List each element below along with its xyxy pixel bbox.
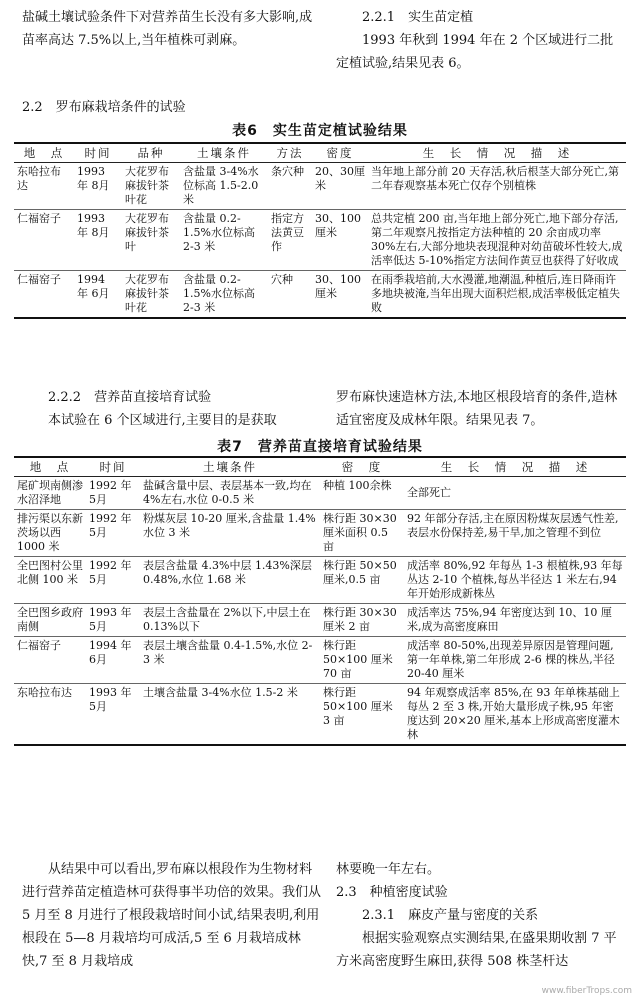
table-cell: 1993 年 8月	[74, 163, 122, 210]
mid-right-column	[336, 386, 626, 432]
table-row	[14, 604, 626, 637]
table-row	[14, 271, 626, 319]
table-row	[14, 163, 626, 210]
table-cell: 尾矿坝南侧渗水沼泽地	[14, 477, 86, 510]
table-cell: 株行距 50×100 厘米 3 亩	[323, 686, 393, 727]
column-header: 土壤条件	[140, 457, 320, 477]
paragraph-text: 本试验在 6 个区域进行,主要目的是获取	[48, 413, 277, 428]
column-header: 土壤条件	[180, 143, 268, 163]
paragraph-text: 罗布麻快速造林方法,本地区根段培育的条件,造林适宜密度及成林年限。结果见表 7。	[336, 390, 618, 428]
top-left-paragraph	[22, 6, 318, 52]
watermark-text: www.fiberTrops.com	[541, 986, 632, 996]
table-row	[14, 557, 626, 604]
table6-header-row	[14, 143, 626, 163]
table-cell: 1994 年 6月	[77, 273, 110, 300]
table-cell: 成活率 80-50%,出现差异原因是管理问题,第一年单株,第二年形成 2-6 棵的株丛,半径 20-40 厘米	[404, 637, 626, 684]
table-cell: 94 年观察成活率 85%,在 93 年单株基础上每丛 2 至 3 株,开始大量形成子株,95 年密度达到 20×20 厘米,基本上形成高密度灌木林	[407, 686, 620, 741]
table-row	[14, 477, 626, 510]
table-cell: 粉煤灰层 10-20 厘米,含盐量 1.4%水位 3 米	[140, 510, 320, 557]
table-cell: 东哈拉布达	[17, 686, 72, 699]
table-cell: 全部死亡	[404, 477, 626, 510]
table-cell: 1992 年 5月	[86, 477, 140, 510]
table-cell: 仁福窑子	[14, 637, 86, 684]
table-6	[14, 142, 626, 319]
table-cell: 含盐量 0.2-1.5%水位标高 2-3 米	[183, 273, 255, 314]
table-cell: 株行距 30×30 厘米 2 亩	[320, 604, 404, 637]
table-cell: 东哈拉布达	[14, 163, 74, 210]
table-cell: 株行距 50×50 厘米,0.5 亩	[320, 557, 404, 604]
column-header: 生 长 情 况 描 述	[368, 143, 626, 163]
table-cell: 1993 年 5月	[89, 686, 132, 713]
paragraph-text: 林要晚一年左右。	[336, 862, 441, 877]
section-heading-2-3: 2.3 种植密度试验	[336, 885, 448, 900]
bottom-left-column	[22, 858, 322, 973]
column-header: 时间	[86, 457, 140, 477]
column-header: 品种	[122, 143, 180, 163]
table-row	[14, 510, 626, 557]
table-cell: 1993 年 8月	[74, 210, 122, 271]
table-cell: 1992 年 5月	[86, 557, 140, 604]
table-cell: 条穴种	[268, 163, 312, 210]
table-cell: 大花罗布麻拔针茶叶花	[125, 273, 169, 314]
paragraph-text: 1993 年秋到 1994 年在 2 个区域进行二批定植试验,结果见表 6。	[336, 33, 614, 71]
table-cell: 全巴图村公里北侧 100 米	[14, 557, 86, 604]
table-cell: 表层土壤含盐量 0.4-1.5%,水位 2-3 米	[140, 637, 320, 684]
table-row	[14, 637, 626, 684]
table-cell: 土壤含盐量 3-4%水位 1.5-2 米	[143, 686, 298, 699]
section-heading-2-3-1: 2.3.1 麻皮产量与密度的关系	[362, 908, 539, 923]
table-cell: 指定方法黄豆作	[268, 210, 312, 271]
table-cell: 全巴图乡政府南侧	[14, 604, 86, 637]
table-cell: 排污渠以东新茨场以西 1000 米	[14, 510, 86, 557]
table-cell: 种植 100余株	[320, 477, 404, 510]
paragraph-text: 从结果中可以看出,罗布麻以根段作为生物材料进行营养苗定植造林可获得事半功倍的效果。我们从 5 月至 8 月进行了根段栽培时间小试,结果表明,利用根段在 5—8 月栽培均可成活,5 至 6 月栽培成林快,7 至 8 月栽培成	[22, 862, 322, 969]
table-cell: 总共定植 200 亩,当年地上部分死亡,地下部分存活,第二年观察凡按指定方法种植的 20 余亩成功率 30%左右,大部分地块表现混种对幼苗破坏性较大,成活率低达 5-10%指定方法间作黄豆也获得了好收成	[368, 210, 626, 271]
column-header: 生 长 情 况 描 述	[404, 457, 626, 477]
table-cell: 表层土含盐量在 2%以下,中层土在 0.13%以下	[140, 604, 320, 637]
table-cell: 30、100厘米	[315, 273, 361, 300]
table-cell: 株行距 50×100 厘米 70 亩	[320, 637, 404, 684]
table-cell: 大花罗布麻拔针茶叶	[122, 210, 180, 271]
table7-header-row	[14, 457, 626, 477]
table-cell: 仁福窑子	[14, 210, 74, 271]
mid-left-column	[22, 386, 322, 432]
section-heading-2-2: 2.2 罗布麻栽培条件的试验	[22, 100, 186, 115]
table-cell: 20、30厘米	[312, 163, 368, 210]
table-cell: 含盐量 3-4%水位标高 1.5-2.0 米	[180, 163, 268, 210]
paragraph-text: 根据实验观察点实测结果,在盛果期收割 7 平方米高密度野生麻田,获得 508 株茎杆达	[336, 931, 617, 969]
table-cell: 92 年部分存活,主在原因粉煤灰层透气性差,表层水份保持差,易干旱,加之管理不到位	[404, 510, 626, 557]
section-heading-2-2-1: 2.2.1 实生苗定植	[362, 10, 474, 25]
table-cell: 穴种	[271, 273, 293, 286]
column-header: 地 点	[14, 457, 86, 477]
top-right-column	[336, 6, 626, 75]
table-cell: 30、100厘米	[312, 210, 368, 271]
section-heading-2-2-2: 2.2.2 营养苗直接培育试验	[48, 390, 212, 405]
table-cell: 成活率 80%,92 年每丛 1-3 根植株,93 年每丛达 2-10 个植株,每丛半径达 1 米左右,94 年开始形成新株丛	[404, 557, 626, 604]
table-row	[14, 684, 626, 746]
column-header: 方法	[268, 143, 312, 163]
bottom-right-column	[336, 858, 626, 973]
table6-caption: 表6 实生苗定植试验结果	[232, 123, 408, 139]
column-header: 密 度	[320, 457, 404, 477]
table-cell: 仁福窑子	[17, 273, 61, 286]
table-cell: 在雨季栽培前,大水漫灌,地潮温,种植后,连日降雨许多地块被淹,当年出现大面积烂根,成活率极低定植失败	[371, 273, 620, 314]
table-row	[14, 210, 626, 271]
column-header: 地 点	[14, 143, 74, 163]
table7-caption: 表7 营养苗直接培育试验结果	[217, 439, 423, 455]
table-cell: 含盐量 0.2-1.5%水位标高 2-3 米	[180, 210, 268, 271]
table-cell: 当年地上部分前 20 天存活,秋后根茎大部分死亡,第二年春观察基本死亡仅存个别植株	[368, 163, 626, 210]
table-cell: 表层含盐量 4.3%中层 1.43%深层 0.48%,水位 1.68 米	[140, 557, 320, 604]
table-cell: 1992 年 5月	[86, 510, 140, 557]
paragraph-text: 盐碱土壤试验条件下对营养苗生长没有多大影响,成苗率高达 7.5%以上,当年植株可剥麻。	[22, 10, 313, 48]
table-cell: 株行距 30×30 厘米面积 0.5 亩	[320, 510, 404, 557]
table-cell: 盐碱含量中层、表层基本一致,均在 4%左右,水位 0-0.5 米	[140, 477, 320, 510]
column-header: 时间	[74, 143, 122, 163]
table-cell: 1994 年 6月	[86, 637, 140, 684]
column-header: 密度	[312, 143, 368, 163]
table-7	[14, 456, 626, 746]
table-cell: 成活率达 75%,94 年密度达到 10、10 厘米,成为高密度麻田	[404, 604, 626, 637]
table-cell: 大花罗布麻拔针茶叶花	[122, 163, 180, 210]
table-cell: 1993 年 5月	[86, 604, 140, 637]
